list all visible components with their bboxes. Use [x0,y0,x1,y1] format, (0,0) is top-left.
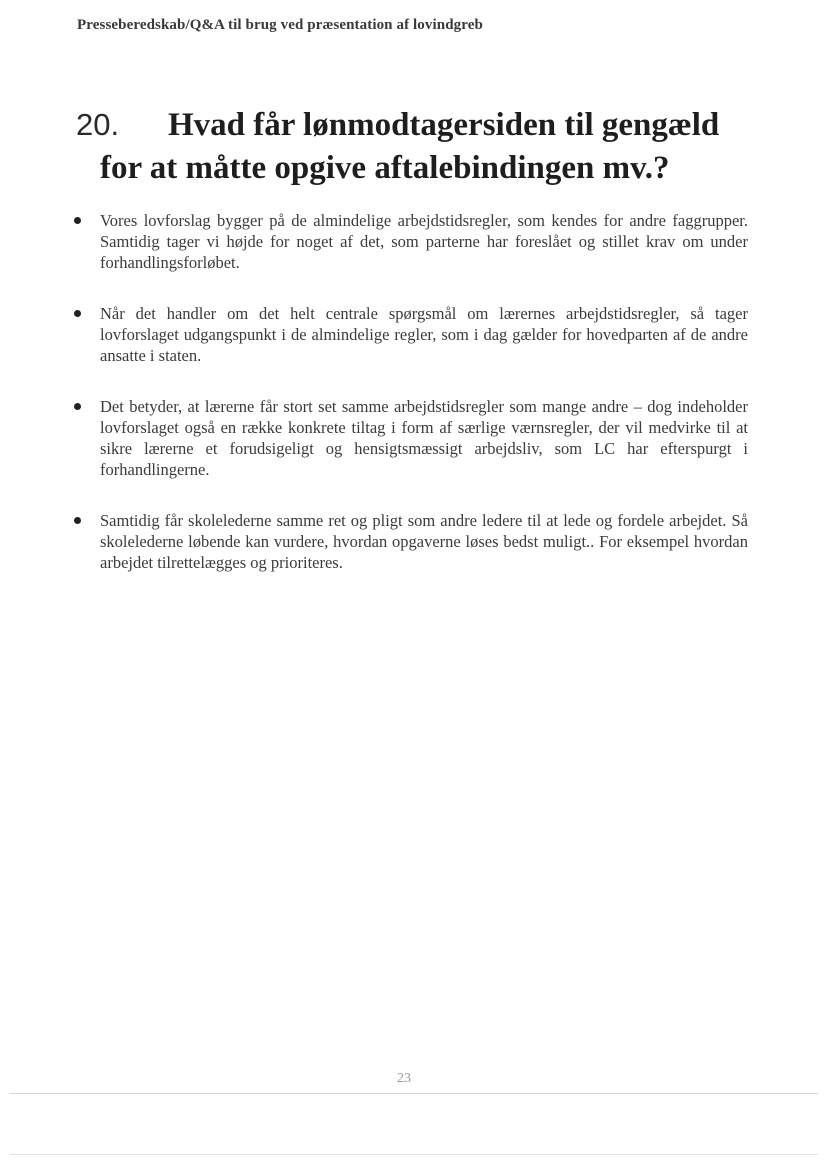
section-heading [76,103,766,190]
section-title-line-1: Hvad får lønmodtagersiden til gengæld [168,107,720,143]
bullet-list [72,210,748,603]
bullet-text: Når det handler om det helt centrale spørgsmål om lærernes arbejdstidsregler, så tager lovforslaget udgangspunkt i de almindelige regler, som i dag gælder for hovedparten af de andre ansatte i staten. [100,304,748,365]
bullet-text: Samtidig får skolelederne samme ret og pligt som andre ledere til at lede og fordele arbejdet. Så skolelederne løbende kan vurdere, hvordan opgaverne løses bedst muligt.. For eksempel hvordan arbejdet tilrettelægges og prioriteres. [100,511,748,572]
list-item [72,510,748,573]
section-number: 20. [76,107,120,142]
bullet-text: Det betyder, at lærerne får stort set samme arbejdstidsregler som mange andre – dog indeholder lovforslaget også en række konkrete tiltag i form af særlige værnsregler, der vil medvirke til at sikre lærerne et forudsigeligt og hensigtsmæssigt arbejdsliv, som LC har efterspurgt i forhandlingerne. [100,397,748,479]
footer-divider [10,1093,818,1094]
list-item [72,210,748,273]
bullet-dot-icon [74,217,81,224]
bullet-text: Vores lovforslag bygger på de almindelige arbejdstidsregler, som kendes for andre faggrupper. Samtidig tager vi højde for noget af det, som parterne har foreslået og stillet krav om under forhandlingsforløbet. [100,211,748,272]
page-number: 23 [397,1071,411,1086]
list-item [72,303,748,366]
list-item [72,396,748,480]
running-header: Presseberedskab/Q&A til brug ved præsentation af lovindgreb [77,17,483,33]
section-title-line-2: for at måtte opgive aftalebindingen mv.? [100,150,670,186]
bullet-dot-icon [74,403,81,410]
bottom-edge-divider [10,1154,818,1155]
bullet-dot-icon [74,310,81,317]
bullet-dot-icon [74,517,81,524]
